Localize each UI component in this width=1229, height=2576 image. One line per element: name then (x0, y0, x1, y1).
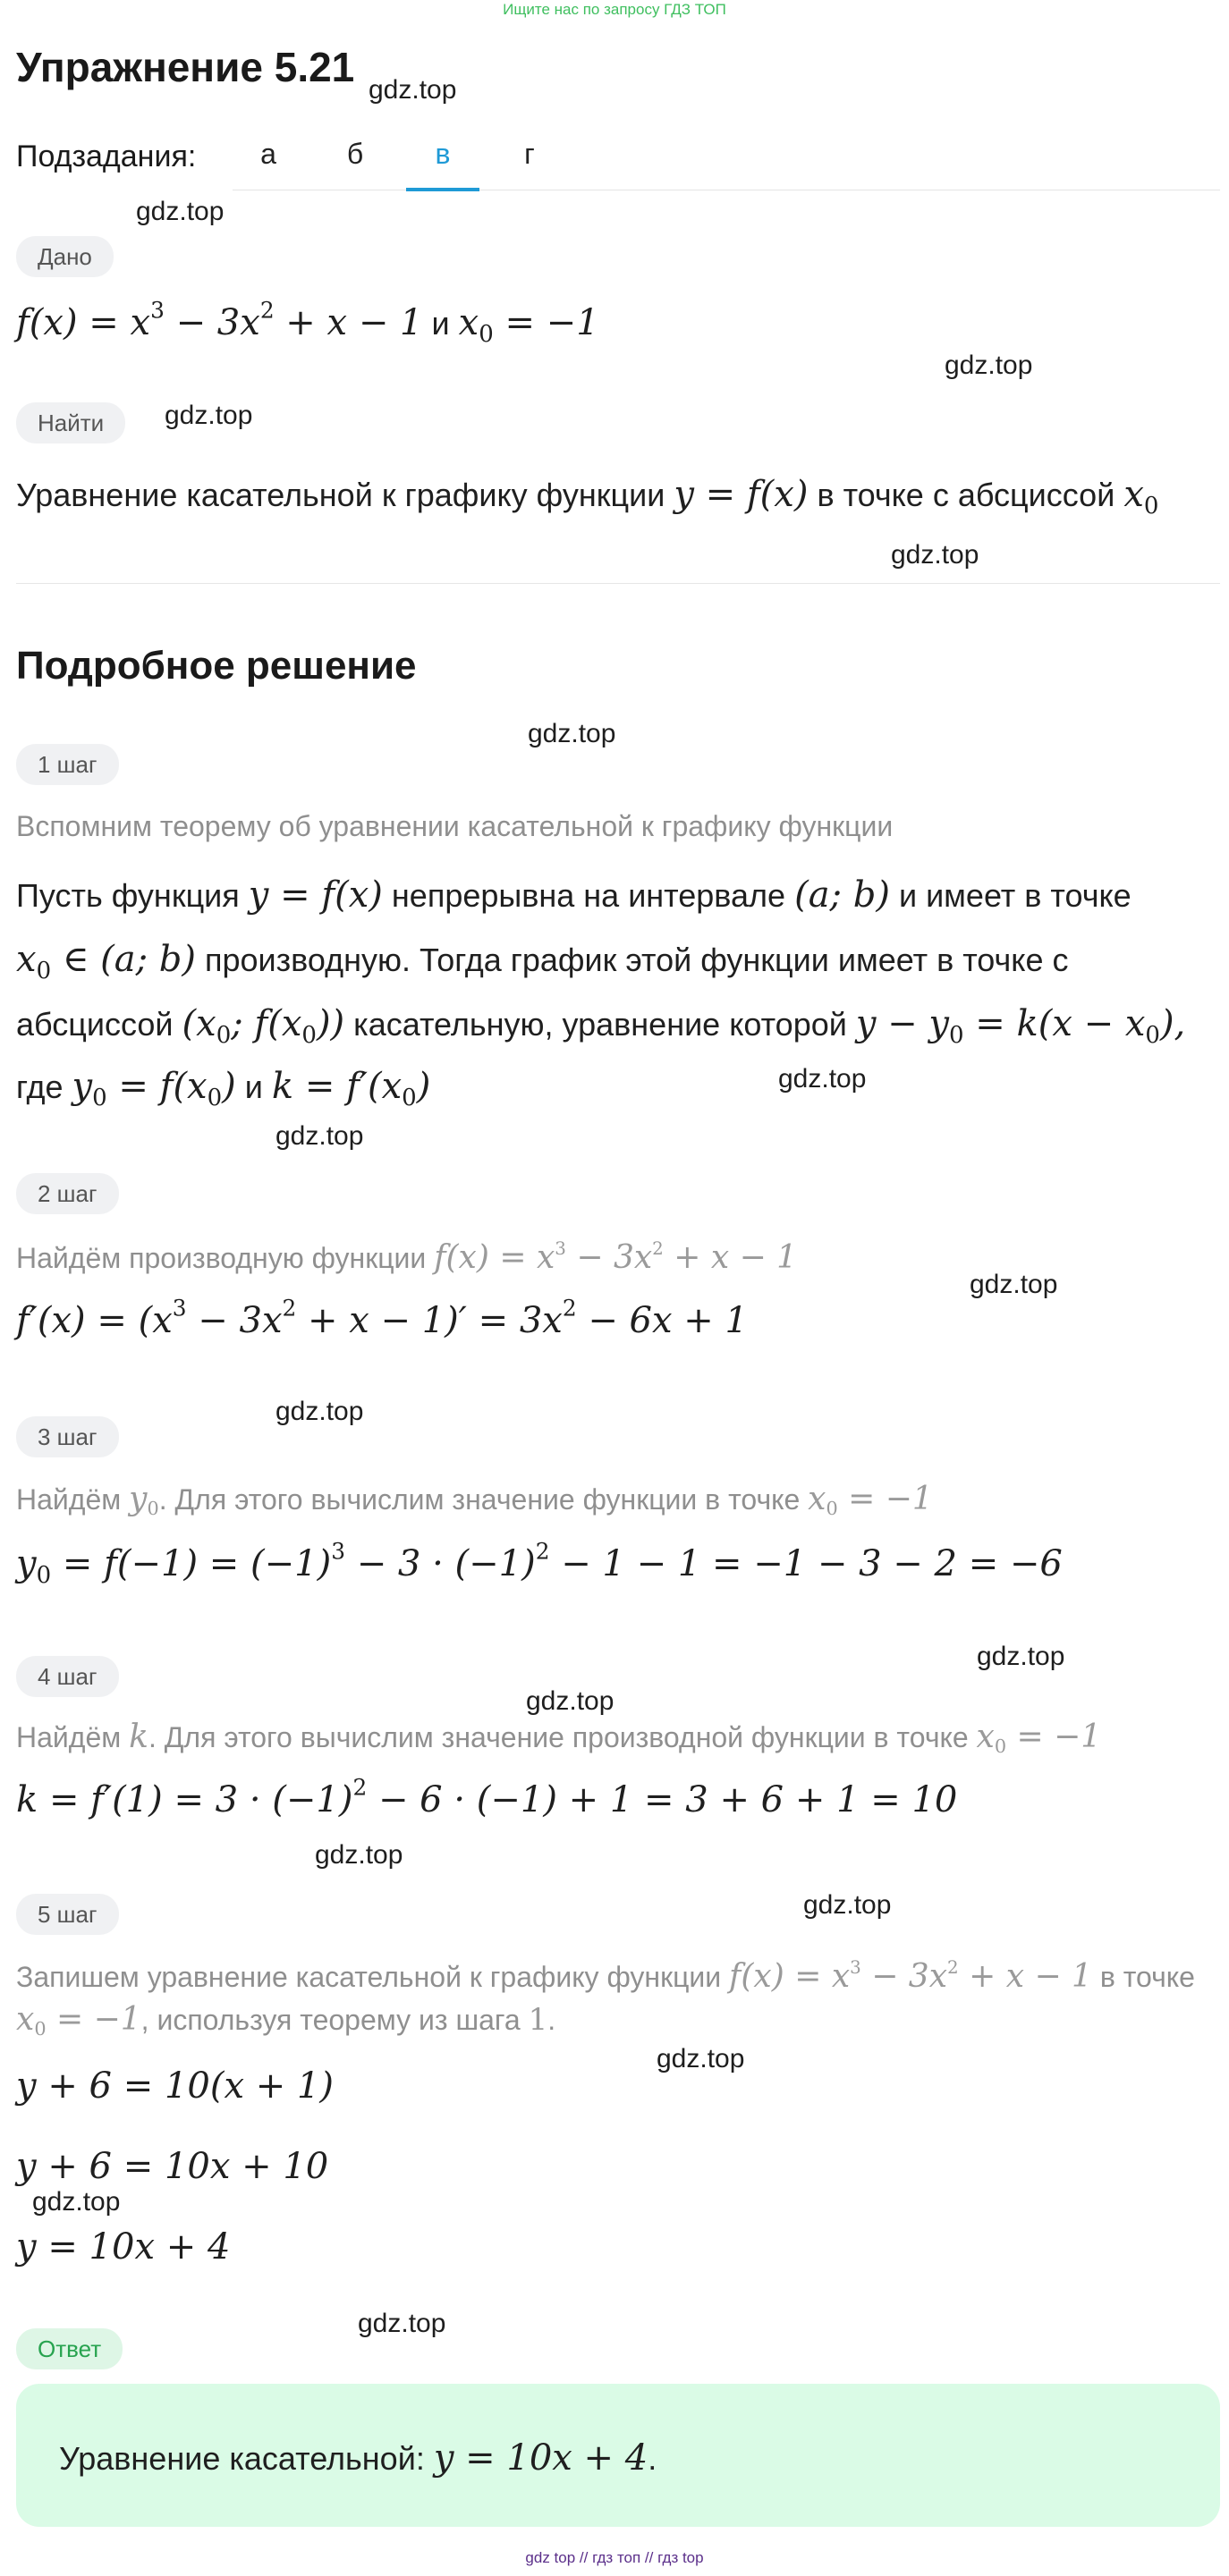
given-formula: $f(x) = x^3 - 3x^2 + x - 1$ и $x_0 = -1$ (16, 297, 599, 348)
step-4-badge: 4 шаг (16, 1656, 119, 1697)
step-1-line-2: $x_0$ ∈ (a; b) производную. Тогда график этой функции имеет в точке с (16, 939, 1069, 984)
watermark: gdz.top (526, 1686, 614, 1716)
section-divider (16, 583, 1220, 584)
active-tab-indicator (406, 188, 479, 191)
step-2-formula: $f'(x) = (x^3 - 3x^2 + x - 1)' = 3x^2 - 6x + 1$ (16, 1295, 748, 1341)
step-5-badge: 5 шаг (16, 1894, 119, 1935)
watermark: gdz.top (165, 401, 253, 430)
step-5-equation-1: y + 6 = 10(x + 1) (16, 2065, 334, 2107)
step-1-hint: Вспомним теорему об уравнении касательной к графику функции (16, 810, 894, 842)
step-2-hint: Найдём производную функции $f(x) = x^3 - 3x^2 + x - 1$ (16, 1238, 798, 1276)
watermark: gdz.top (945, 351, 1033, 380)
watermark: gdz.top (778, 1064, 867, 1094)
watermark: gdz.top (970, 1270, 1058, 1299)
watermark: gdz.top (275, 1121, 364, 1151)
watermark: gdz.top (803, 1890, 892, 1920)
watermark: gdz.top (528, 719, 616, 748)
step-1-line-4: где $y_0 = f(x_0)$ и $k = f'(x_0)$ (16, 1066, 431, 1111)
watermark: gdz.top (891, 540, 979, 570)
step-4-hint: Найдём k. Для этого вычислим значение производной функции в точке $x_0 = -1$ (16, 1719, 1102, 1758)
page-title: Упражнение 5.21 (16, 44, 355, 90)
given-badge: Дано (16, 236, 114, 277)
watermark: gdz.top (315, 1840, 403, 1870)
step-3-formula: $y_0 = f(-1) = (-1)^3 - 3 \cdot (-1)^2 - 1 - 1 = -1 - 3 - 2 = -6$ (16, 1538, 1063, 1589)
watermark: gdz.top (275, 1397, 364, 1426)
step-3-hint: Найдём $y_0$. Для этого вычислим значение функции в точке $x_0 = -1$ (16, 1481, 933, 1520)
find-badge: Найти (16, 402, 125, 443)
footer: gdz top // гдз топ // гдз top (525, 2549, 704, 2566)
watermark: gdz.top (32, 2187, 121, 2217)
watermark: gdz.top (977, 1642, 1065, 1671)
step-5-equation-3: y = 10x + 4 (16, 2226, 231, 2268)
watermark: gdz.top (657, 2044, 745, 2073)
answer-badge: Ответ (16, 2328, 123, 2369)
solution-title: Подробное решение (16, 644, 417, 688)
step-1-line-1: Пусть функция y = f(x) непрерывна на интервале (a; b) и имеет в точке (16, 874, 1132, 916)
top-banner: Ищите нас по запросу ГДЗ ТОП (503, 1, 726, 18)
watermark: gdz.top (369, 75, 457, 105)
watermark: gdz.top (358, 2309, 446, 2338)
step-5-hint-line-2: $x_0 = -1$, используя теорему из шага 1. (16, 2001, 556, 2040)
tab-b[interactable]: б (346, 138, 364, 170)
tab-v[interactable]: в (435, 138, 451, 170)
answer-text: Уравнение касательной: y = 10x + 4. (59, 2437, 657, 2479)
step-5-equation-2: y + 6 = 10x + 10 (16, 2146, 329, 2187)
subtasks-label: Подзадания: (16, 139, 197, 173)
find-text: Уравнение касательной к графику функции y = f(x) в точке с абсциссой $x_0$ (16, 474, 1159, 519)
tab-g[interactable]: г (524, 138, 535, 170)
step-4-formula: $k = f'(1) = 3 \cdot (-1)^2 - 6 \cdot (-1) + 1 = 3 + 6 + 1 = 10$ (16, 1774, 958, 1820)
watermark: gdz.top (136, 197, 225, 226)
step-1-badge: 1 шаг (16, 744, 119, 785)
step-1-line-3: абсциссой ($x_0$; $f(x_0)$) касательную, уравнение которой $y - y_0 = k(x - x_0)$, (16, 1003, 1186, 1049)
step-5-hint-line-1: Запишем уравнение касательной к графику функции $f(x) = x^3 - 3x^2 + x - 1$ в точке (16, 1957, 1195, 1995)
step-2-badge: 2 шаг (16, 1173, 119, 1214)
tab-a[interactable]: а (260, 138, 276, 170)
step-3-badge: 3 шаг (16, 1416, 119, 1457)
